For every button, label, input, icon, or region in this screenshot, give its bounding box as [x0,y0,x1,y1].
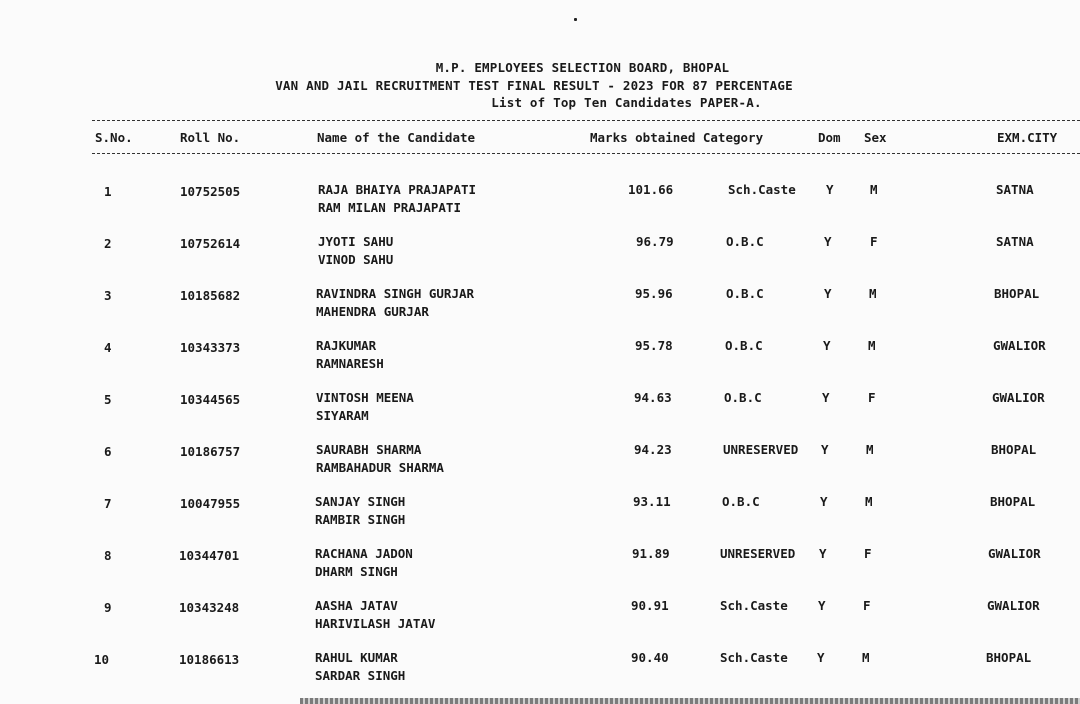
row-sex: F [863,598,871,613]
row-sno: 9 [104,600,112,615]
header-top-rule [92,120,1080,121]
row-father-name: RAMNARESH [316,356,384,371]
row-sno: 7 [104,496,112,511]
row-father-name: MAHENDRA GURJAR [316,304,429,319]
row-father-name: SIYARAM [316,408,369,423]
row-sno: 10 [94,652,110,667]
col-marks-category: Marks obtained Category [590,130,764,145]
row-city: GWALIOR [993,338,1046,353]
row-category: Sch.Caste [720,598,788,613]
row-category: UNRESERVED [720,546,796,561]
row-category: O.B.C [726,234,764,249]
row-marks: 91.89 [632,546,670,561]
row-sex: M [866,442,874,457]
row-marks: 101.66 [628,182,674,197]
row-marks: 95.78 [635,338,673,353]
col-sno: S.No. [95,130,133,145]
table-row [0,286,1080,334]
row-marks: 94.23 [634,442,672,457]
row-name: VINTOSH MEENA [316,390,414,405]
row-sex: M [868,338,876,353]
row-sex: M [862,650,870,665]
row-name: JYOTI SAHU [318,234,394,249]
row-category: O.B.C [725,338,763,353]
row-roll: 10343248 [179,600,240,615]
table-row [0,650,1080,698]
row-roll: 10186757 [180,444,241,459]
row-sex: F [868,390,876,405]
row-sno: 5 [104,392,112,407]
row-marks: 94.63 [634,390,672,405]
row-category: O.B.C [722,494,760,509]
row-name: AASHA JATAV [315,598,398,613]
row-dom: Y [817,650,825,665]
row-city: BHOPAL [991,442,1037,457]
row-dom: Y [819,546,827,561]
table-row [0,338,1080,386]
row-category: O.B.C [726,286,764,301]
row-name: RAJA BHAIYA PRAJAPATI [318,182,477,197]
row-roll: 10752614 [180,236,241,251]
table-row [0,182,1080,230]
row-sex: F [864,546,872,561]
row-dom: Y [820,494,828,509]
row-father-name: VINOD SAHU [318,252,394,267]
row-category: O.B.C [724,390,762,405]
row-roll: 10752505 [180,184,241,199]
row-sex: M [869,286,877,301]
row-sex: M [865,494,873,509]
row-dom: Y [818,598,826,613]
row-name: SAURABH SHARMA [316,442,422,457]
table-row [0,234,1080,282]
row-city: SATNA [996,182,1034,197]
table-row [0,390,1080,438]
row-father-name: RAM MILAN PRAJAPATI [318,200,461,215]
table-row [0,546,1080,594]
table-row [0,442,1080,490]
row-dom: Y [824,286,832,301]
row-marks: 93.11 [633,494,671,509]
row-father-name: SARDAR SINGH [315,668,406,683]
row-category: Sch.Caste [728,182,796,197]
row-dom: Y [823,338,831,353]
row-father-name: RAMBIR SINGH [315,512,406,527]
table-row [0,598,1080,646]
row-dom: Y [821,442,829,457]
board-title: M.P. EMPLOYEES SELECTION BOARD, BHOPAL [435,60,730,75]
row-marks: 96.79 [636,234,674,249]
row-sno: 1 [104,184,112,199]
col-sex: Sex [864,130,887,145]
row-roll: 10344701 [179,548,240,563]
col-city: EXM.CITY [997,130,1058,145]
row-dom: Y [822,390,830,405]
speck-mark [574,18,577,21]
row-name: RACHANA JADON [315,546,413,561]
col-roll: Roll No. [180,130,241,145]
scan-edge-strip [300,698,1080,704]
row-dom: Y [826,182,834,197]
row-roll: 10185682 [180,288,241,303]
row-name: RAVINDRA SINGH GURJAR [316,286,475,301]
row-name: SANJAY SINGH [315,494,406,509]
row-sno: 2 [104,236,112,251]
row-father-name: DHARM SINGH [315,564,398,579]
row-sex: M [870,182,878,197]
row-roll: 10343373 [180,340,241,355]
row-marks: 95.96 [635,286,673,301]
row-sno: 4 [104,340,112,355]
row-city: BHOPAL [994,286,1040,301]
row-father-name: HARIVILASH JATAV [315,616,436,631]
row-roll: 10344565 [180,392,241,407]
row-category: UNRESERVED [723,442,799,457]
row-father-name: RAMBAHADUR SHARMA [316,460,444,475]
row-city: SATNA [996,234,1034,249]
row-sno: 6 [104,444,112,459]
list-subtitle: List of Top Ten Candidates PAPER-A. [491,95,762,110]
row-sno: 3 [104,288,112,303]
row-city: GWALIOR [988,546,1041,561]
row-city: BHOPAL [990,494,1036,509]
row-marks: 90.40 [631,650,669,665]
row-name: RAJKUMAR [316,338,377,353]
row-roll: 10047955 [180,496,241,511]
row-marks: 90.91 [631,598,669,613]
row-city: BHOPAL [986,650,1032,665]
table-row [0,494,1080,542]
row-sno: 8 [104,548,112,563]
row-roll: 10186613 [179,652,240,667]
row-category: Sch.Caste [720,650,788,665]
col-dom: Dom [818,130,841,145]
row-city: GWALIOR [992,390,1045,405]
row-name: RAHUL KUMAR [315,650,398,665]
header-bottom-rule [92,153,1080,154]
col-name: Name of the Candidate [317,130,476,145]
row-sex: F [870,234,878,249]
row-dom: Y [824,234,832,249]
row-city: GWALIOR [987,598,1040,613]
result-title: VAN AND JAIL RECRUITMENT TEST FINAL RESULT - 2023 FOR 87 PERCENTAGE [275,78,793,93]
